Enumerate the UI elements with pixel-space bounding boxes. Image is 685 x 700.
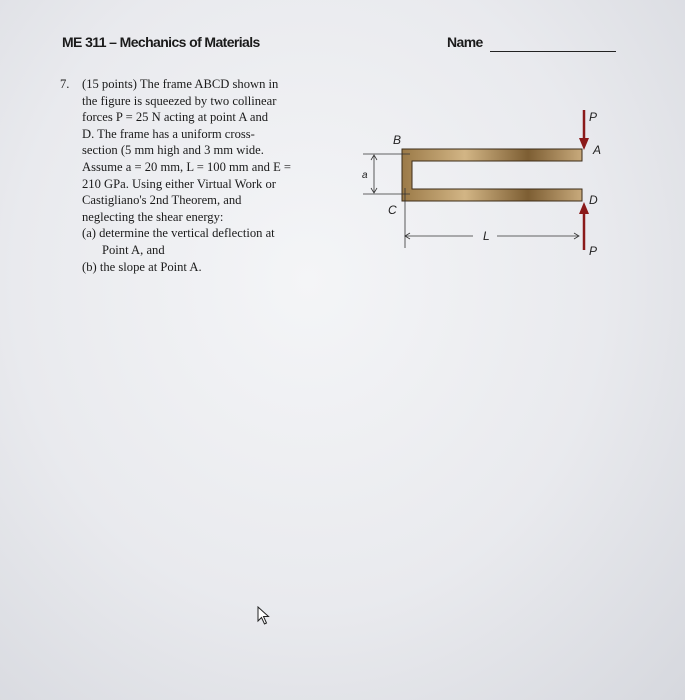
problem-line: neglecting the shear energy: (82, 209, 224, 224)
problem-line: 210 GPa. Using either Virtual Work or (82, 176, 276, 191)
label-a-dim: a (362, 170, 368, 181)
mouse-cursor-icon (256, 606, 272, 626)
problem-line: D. The frame has a uniform cross- (82, 126, 255, 141)
problem-statement (60, 76, 360, 275)
label-b: B (393, 133, 402, 147)
label-d: D (589, 193, 598, 207)
problem-line: Assume a = 20 mm, L = 100 mm and E = (82, 159, 292, 174)
force-arrow-top (579, 110, 589, 150)
label-l: L (483, 229, 490, 243)
part-a: (a) determine the vertical deflection at (82, 226, 275, 241)
frame-abcd (402, 149, 582, 201)
label-p-bottom: P (589, 244, 598, 258)
problem-line: forces P = 25 N acting at point A and (82, 110, 269, 125)
problem-line: section (5 mm high and 3 mm wide. (82, 143, 264, 158)
problem-line: the figure is squeezed by two collinear (82, 93, 277, 108)
name-blank-line (490, 51, 616, 52)
problem-number: 7. (60, 77, 70, 91)
part-b: (b) the slope at Point A. (82, 259, 202, 274)
label-p-top: P (589, 110, 598, 124)
label-c: C (388, 203, 397, 217)
name-label: Name (447, 34, 483, 50)
problem-line: (15 points) The frame ABCD shown in (82, 77, 279, 91)
part-a-cont: Point A, and (102, 242, 165, 257)
label-a: A (593, 143, 602, 157)
frame-figure (355, 100, 625, 270)
problem-line: Castigliano's 2nd Theorem, and (82, 193, 242, 208)
force-arrow-bottom (579, 202, 589, 250)
course-title: ME 311 – Mechanics of Materials (62, 34, 260, 50)
